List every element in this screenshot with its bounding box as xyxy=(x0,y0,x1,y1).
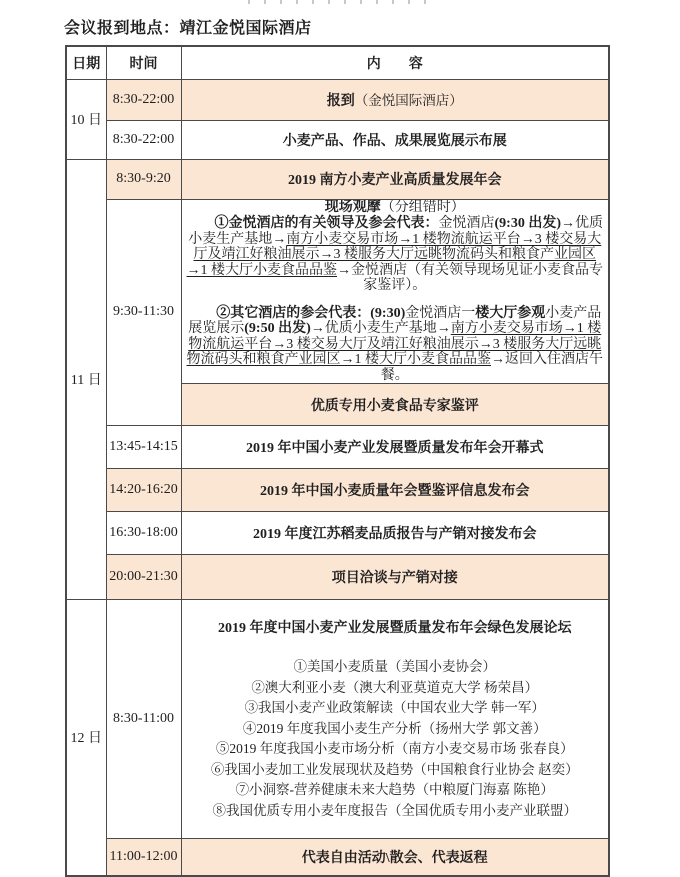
time-cell: 16:30-18:00 xyxy=(106,512,181,555)
forum-content-cell xyxy=(181,600,609,839)
time-cell: 8:30-22:00 xyxy=(106,120,181,159)
cropped-text-remnant xyxy=(248,0,438,4)
header-row xyxy=(66,46,609,79)
date-cell-day12: 12 日 xyxy=(66,600,106,876)
event-title: 优质专用小麦食品专家鉴评 xyxy=(310,398,479,414)
paragraph-segment: →优质小麦生产基地→ xyxy=(310,321,451,336)
time-cell: 8:30-11:00 xyxy=(106,600,181,839)
col-header-date: 日期 xyxy=(66,46,106,79)
table-row xyxy=(66,512,609,555)
event-title: 2019 年中国小麦产业发展暨质量发布年会开幕式 xyxy=(246,441,544,456)
paragraph-segment: →优质小麦生产基地→ xyxy=(188,216,603,247)
event-title: 代表自由活动\散会、代表返程 xyxy=(301,850,488,866)
content-cell xyxy=(181,512,609,555)
paragraph-segment: →金悦酒店（有关领导现场见证小麦食品专家鉴评）。 xyxy=(337,262,603,293)
event-title: 报到 xyxy=(326,94,355,109)
paragraph-segment: (9:30 出发) xyxy=(494,216,561,231)
observation-title-bold: 现场观摩 xyxy=(324,199,381,215)
observation-title xyxy=(184,200,607,216)
event-title: 2019 年中国小麦质量年会暨鉴评信息发布会 xyxy=(260,484,530,499)
schedule-table xyxy=(65,45,610,877)
observation-paragraph-2 xyxy=(184,306,607,384)
page-title: 会议报到地点：靖江金悦国际酒店 xyxy=(64,20,312,37)
paragraph-segment: (9:50 出发) xyxy=(244,321,311,336)
table-row xyxy=(66,426,609,469)
observation-paragraph-1 xyxy=(184,216,607,294)
forum-agenda-item: ④2019 年度我国小麦生产分析（扬州大学 郭文善） xyxy=(242,720,547,736)
paragraph-segment: 小麦产品展览展示 xyxy=(188,305,602,336)
table-row xyxy=(66,199,609,384)
paragraph-segment: ②其它酒店的参会代表： xyxy=(216,305,371,321)
paragraph-segment: 金悦酒店 xyxy=(438,216,495,231)
table-row xyxy=(66,555,609,600)
time-cell: 14:20-16:20 xyxy=(106,469,181,512)
event-note: （金悦国际酒店） xyxy=(354,93,463,108)
forum-agenda-item: ⑤2019 年度我国小麦市场分析（南方小麦交易市场 张春良） xyxy=(215,741,574,756)
forum-agenda-item: ⑦小洞察-营养健康未来大趋势（中粮厦门海嘉 陈艳） xyxy=(235,782,554,797)
time-cell: 20:00-21:30 xyxy=(106,555,181,600)
forum-title: 2019 年度中国小麦产业发展暨质量发布年会绿色发展论坛 xyxy=(218,621,572,636)
event-title: 小麦产品、作品、成果展览展示布展 xyxy=(282,133,507,149)
time-cell: 13:45-14:15 xyxy=(106,426,181,469)
content-cell xyxy=(181,120,609,159)
table-row xyxy=(66,600,609,839)
paragraph-segment-underlined: 南方小麦交易市场→1 楼物流航运平台→3 楼交易大厅及靖江好粮油展示→3 楼服务大厅远眺物流码头和粮食产业园区→1 楼大厅小麦食品品鉴 xyxy=(186,321,602,367)
forum-agenda-item: ③我国小麦产业政策解读（中国农业大学 韩一军） xyxy=(244,700,545,715)
paragraph-segment: 楼大厅参观 xyxy=(475,305,546,321)
content-cell xyxy=(181,555,609,600)
table-row xyxy=(66,159,609,199)
event-title: 项目洽谈与产销对接 xyxy=(331,571,458,586)
observation-title-note: （分组错时） xyxy=(380,199,465,215)
time-cell: 11:00-12:00 xyxy=(106,839,181,876)
content-cell xyxy=(181,426,609,469)
event-title: 2019 南方小麦产业高质量发展年会 xyxy=(288,173,502,188)
forum-agenda-item: ②澳大利亚小麦（澳大利亚莫道克大学 杨荣昌） xyxy=(251,679,539,695)
forum-agenda-item: ①美国小麦质量（美国小麦协会） xyxy=(293,659,496,674)
observation-content-cell xyxy=(181,199,609,384)
paragraph-segment: →返回入住酒店午餐。 xyxy=(380,352,603,383)
content-cell xyxy=(181,839,609,876)
col-header-content: 内 容 xyxy=(181,46,609,79)
time-cell: 9:30-11:30 xyxy=(106,199,181,426)
col-header-time: 时间 xyxy=(106,46,181,79)
forum-agenda-item: ⑥我国小麦加工业发展现状及趋势（中国粮食行业协会 赵奕） xyxy=(210,761,579,777)
content-cell xyxy=(181,384,609,426)
date-cell-day11: 11 日 xyxy=(66,159,106,600)
table-row xyxy=(66,79,609,120)
paragraph-segment: (9:30) xyxy=(370,305,406,321)
table-row xyxy=(66,469,609,512)
paragraph-segment: 金悦酒店一 xyxy=(405,305,476,321)
table-row xyxy=(66,120,609,159)
forum-agenda-item: ⑧我国优质专用小麦年度报告（全国优质专用小麦产业联盟） xyxy=(212,802,577,818)
time-cell: 8:30-9:20 xyxy=(106,159,181,199)
table-row xyxy=(66,839,609,876)
paragraph-segment-underlined: 南方小麦交易市场→1 楼物流航运平台→3 楼交易大厅及靖江好粮油展示→3 楼服务大厅远眺物流码头和粮食产业园区→1 楼大厅小麦食品品鉴 xyxy=(186,231,602,278)
date-cell-day10: 10 日 xyxy=(66,79,106,159)
content-cell xyxy=(181,469,609,512)
content-cell xyxy=(181,159,609,199)
paragraph-segment: ①金悦酒店的有关领导及参会代表： xyxy=(214,216,439,231)
content-cell xyxy=(181,79,609,120)
time-cell: 8:30-22:00 xyxy=(106,79,181,120)
event-title: 2019 年度江苏稻麦品质报告与产销对接发布会 xyxy=(253,527,537,542)
